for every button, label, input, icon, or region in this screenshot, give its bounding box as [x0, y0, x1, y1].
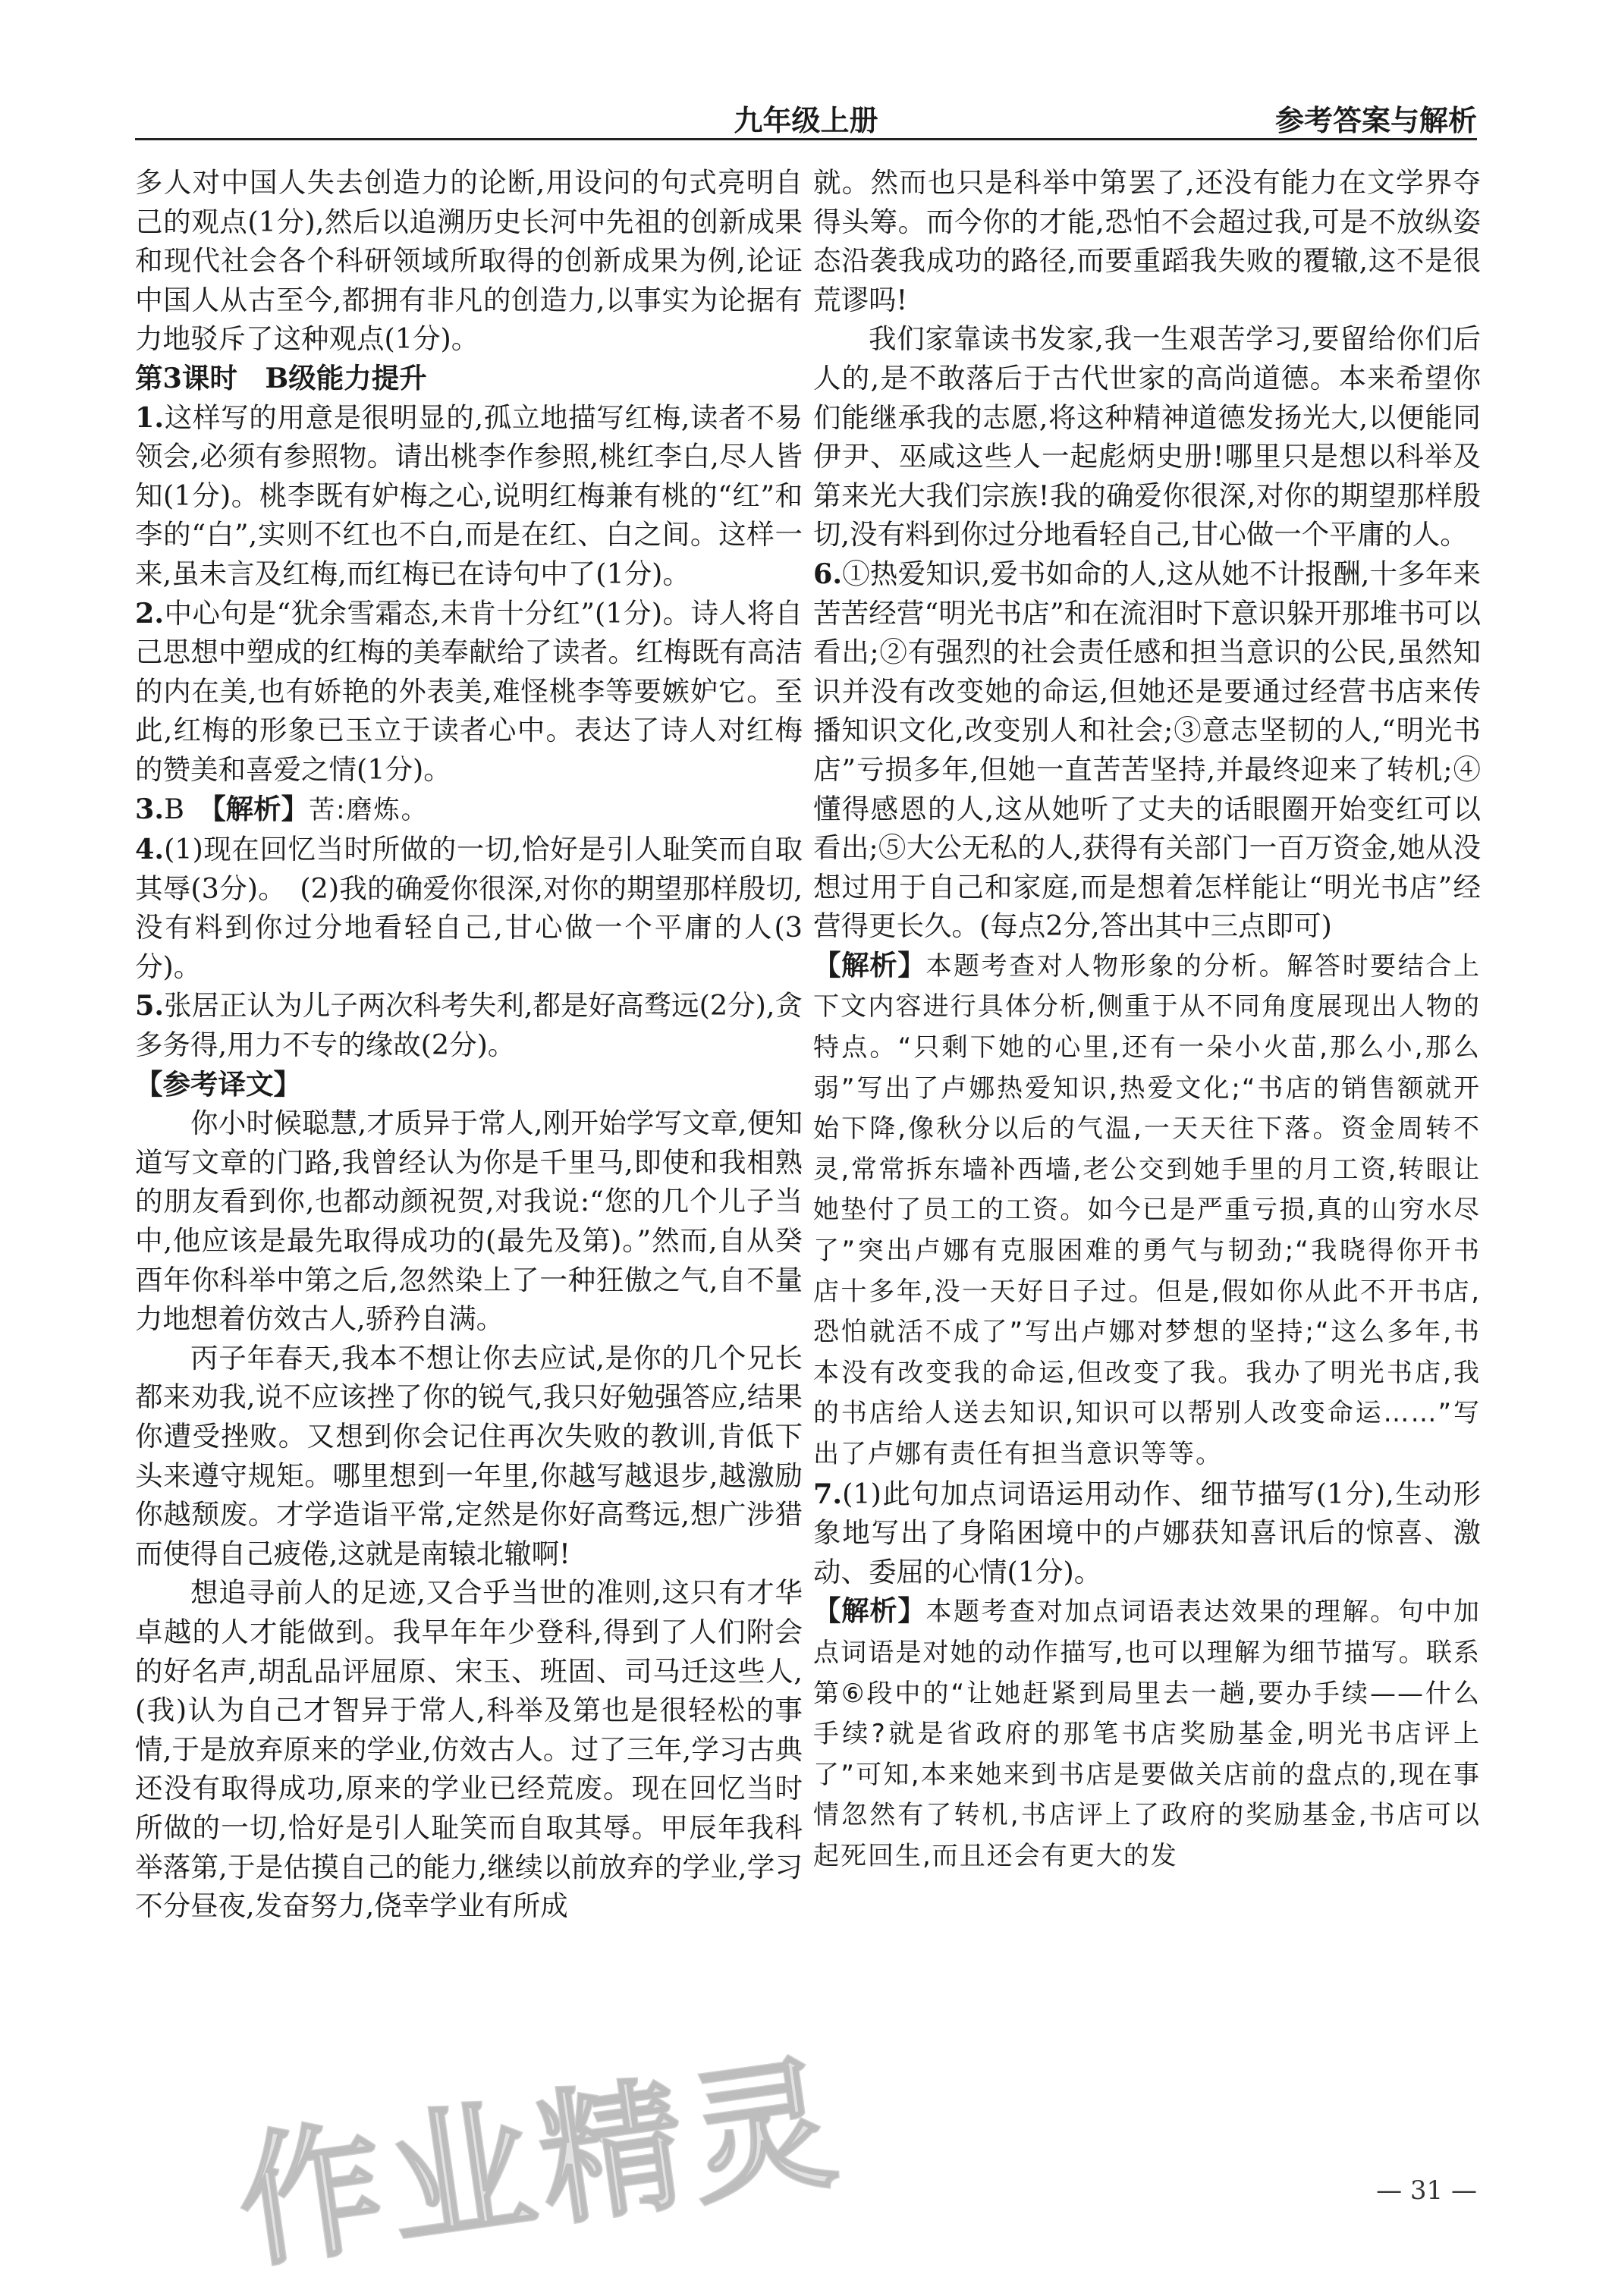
translation-paragraph: 丙子年春天,我本不想让你去应试,是你的几个兄长都来劝我,说不应该挫了你的锐气,我只好勉强答应,结果你遭受挫败。又想到你会记住再次失败的教训,肯低下头来遵守规矩。哪里想到一年里,你越写越退步,越激励你越颓废。才学造诣平常,定然是你好高骛远,想广涉猎而使得自己疲倦,这就是南辕北辙啊!: [135, 1341, 803, 1570]
answer-text: 这样写的用意是很明显的,孤立地描写红梅,读者不易领会,必须有参照物。请出桃李作参照,桃红李白,尽人皆知(1分)。桃李既有妒梅之心,说明红梅兼有桃的“红”和李的“白”,实则不红也不白,而是在红、白之间。这样一来,虽未言及红梅,而红梅已在诗句中了(1分)。: [135, 400, 803, 590]
lesson-title: 第3课时 B级能力提升: [135, 361, 427, 394]
left-column: [135, 163, 803, 1926]
question-number: 1.: [135, 400, 165, 434]
header-divider: [135, 138, 1477, 140]
question-number: 7.: [813, 1477, 843, 1510]
answer-7: [813, 1475, 1481, 1592]
answer-text: 张居正认为儿子两次科考失利,都是好高骛远(2分),贪多务得,用力不专的缘故(2分)。: [135, 989, 803, 1062]
answer-text: (1)此句加点词语运用动作、细节描写(1分),生动形象地写出了身陷困境中的卢娜获知喜讯后的惊喜、激动、委屈的心情(1分)。: [813, 1477, 1481, 1588]
question-number: 5.: [135, 989, 165, 1022]
translation-paragraph: 你小时候聪慧,才质异于常人,刚开始学写文章,便知道写文章的门路,我曾经认为你是千里马,即使和我相熟的朋友看到你,也都动颜祝贺,对我说:“您的几个儿子当中,他应该是最先取得成功的(最先及第)。”然而,自从癸酉年你科举中第之后,忽然染上了一种狂傲之气,自不量力地想着仿效古人,骄矜自满。: [135, 1107, 803, 1336]
answer-text: ①热爱知识,爱书如命的人,这从她不计报酬,十多年来苦苦经营“明光书店”和在流泪时下意识躲开那堆书可以看出;②有强烈的社会责任感和担当意识的公民,虽然知识并没有改变她的命运,但她还是要通过经营书店来传播知识文化,改变别人和社会;③意志坚韧的人,“明光书店”亏损多年,但她一直苦苦坚持,并最终迎来了转机;④懂得感恩的人,这从她听了丈夫的话眼圈开始变红可以看出;⑤大公无私的人,获得有关部门一百万资金,她从没想过用于自己和家庭,而是想着怎样能让“明光书店”经营得更长久。(每点2分,答出其中三点即可): [813, 557, 1481, 943]
answer-5: [135, 986, 803, 1064]
page-header: [135, 97, 1477, 137]
watermark: 作业精灵: [228, 2038, 853, 2289]
answer-choice: B: [164, 792, 212, 825]
translation-paragraph: 想追寻前人的足迹,又合乎当世的准则,这只有才华卓越的人才能做到。我早年年少登科,得到了人们附会的好名声,胡乱品评屈原、宋玉、班固、司马迁这些人,(我)认为自己才智异于常人,科举及第也是很轻松的事情,于是放弃原来的学业,仿效古人。过了三年,学习古典还没有取得成功,原来的学业已经荒废。现在回忆当时所做的一切,恰好是引人耻笑而自取其辱。甲辰年我科举落第,于是估摸自己的能力,继续以前放弃的学业,学习不分昼夜,发奋努力,侥幸学业有所成: [135, 1576, 803, 1923]
page-number: — 31 —: [1376, 2175, 1477, 2206]
answer-2: [135, 594, 803, 790]
section-label: 参考答案与解析: [1274, 103, 1477, 137]
analysis-6: [813, 946, 1481, 1475]
analysis-tag: 【解析】: [813, 1594, 926, 1628]
question-number: 4.: [135, 833, 165, 866]
analysis-text: 本题考查对人物形象的分析。解答时要结合上下文内容进行具体分析,侧重于从不同角度展现出人物的特点。“只剩下她的心里,还有一朵小火苗,那么小,那么弱”写出了卢娜热爱知识,热爱文化;“书店的销售额就开始下降,像秋分以后的气温,一天天往下落。资金周转不灵,常常拆东墙补西墙,老公交到她手里的月工资,转眼让她垫付了员工的工资。如今已是严重亏损,真的山穷水尽了”突出卢娜有克服困难的勇气与韧劲;“我晓得你开书店十多年,没一天好日子过。但是,假如你从此不开书店,恐怕就活不成了”写出卢娜对梦想的坚持;“这么多年,书本没有改变我的命运,但改变了我。我办了明光书店,我的书店给人送去知识,知识可以帮别人改变命运……”写出了卢娜有责任有担当意识等等。: [813, 950, 1482, 1469]
analysis-tag: 【解析】: [813, 948, 926, 982]
analysis-text: 本题考查对加点词语表达效果的理解。句中加点词语是对她的动作描写,也可以理解为细节描写。联系第⑥段中的“让她赶紧到局里去一趟,要办手续——什么手续?就是省政府的那笔书店奖励基金,明光书店评上了”可知,本来她来到书店是要做关店前的盘点的,现在事情忽然有了转机,书店评上了政府的奖励基金,书店可以起死回生,而且还会有更大的发: [813, 1597, 1482, 1871]
question-number: 6.: [813, 557, 843, 590]
answer-6: [813, 554, 1481, 946]
translation-paragraph: 就。然而也只是科举中第罢了,还没有能力在文学界夺得头筹。而今你的才能,恐怕不会超过我,可是不放纵姿态沿袭我成功的路径,而要重蹈我失败的覆辙,这不是很荒谬吗!: [813, 166, 1481, 316]
reference-translation-tag: 【参考译文】: [135, 1067, 301, 1101]
right-column: [813, 163, 1481, 1877]
question-number: 2.: [135, 596, 165, 630]
answer-3: [135, 790, 803, 831]
answer-text: (1)现在回忆当时所做的一切,恰好是引人耻笑而自取其辱(3分)。 (2)我的确爱你很深,对你的期望那样殷切,没有料到你过分地看轻自己,甘心做一个平庸的人(3分)。: [135, 833, 803, 983]
analysis-7: [813, 1591, 1481, 1876]
question-number: 3.: [135, 792, 165, 825]
analysis-tag: 【解析】: [212, 792, 310, 825]
answer-1: [135, 398, 803, 594]
answer-text: 中心句是“犹余雪霜态,未肯十分红”(1分)。诗人将自己思想中塑成的红梅的美奉献给了读者。红梅既有高洁的内在美,也有娇艳的外表美,难怪桃李等要嫉妒它。至此,红梅的形象已玉立于读者心中。表达了诗人对红梅的赞美和喜爱之情(1分)。: [135, 596, 803, 786]
answer-4: [135, 830, 803, 986]
paragraph: 多人对中国人失去创造力的论断,用设问的句式亮明自己的观点(1分),然后以追溯历史长河中先祖的创新成果和现代社会各个科研领域所取得的创新成果为例,论证中国人从古至今,都拥有非凡的创造力,以事实为论据有力地驳斥了这种观点(1分)。: [135, 166, 803, 356]
analysis-text: 苦:磨炼。: [309, 794, 429, 825]
book-title: 九年级上册: [734, 103, 878, 137]
translation-paragraph: 我们家靠读书发家,我一生艰苦学习,要留给你们后人的,是不敢落后于古代世家的高尚道德。本来希望你们能继承我的志愿,将这种精神道德发扬光大,以便能同伊尹、巫咸这些人一起彪炳史册!哪里只是想以科举及第来光大我们宗族!我的确爱你很深,对你的期望那样殷切,没有料到你过分地看轻自己,甘心做一个平庸的人。: [813, 322, 1481, 551]
